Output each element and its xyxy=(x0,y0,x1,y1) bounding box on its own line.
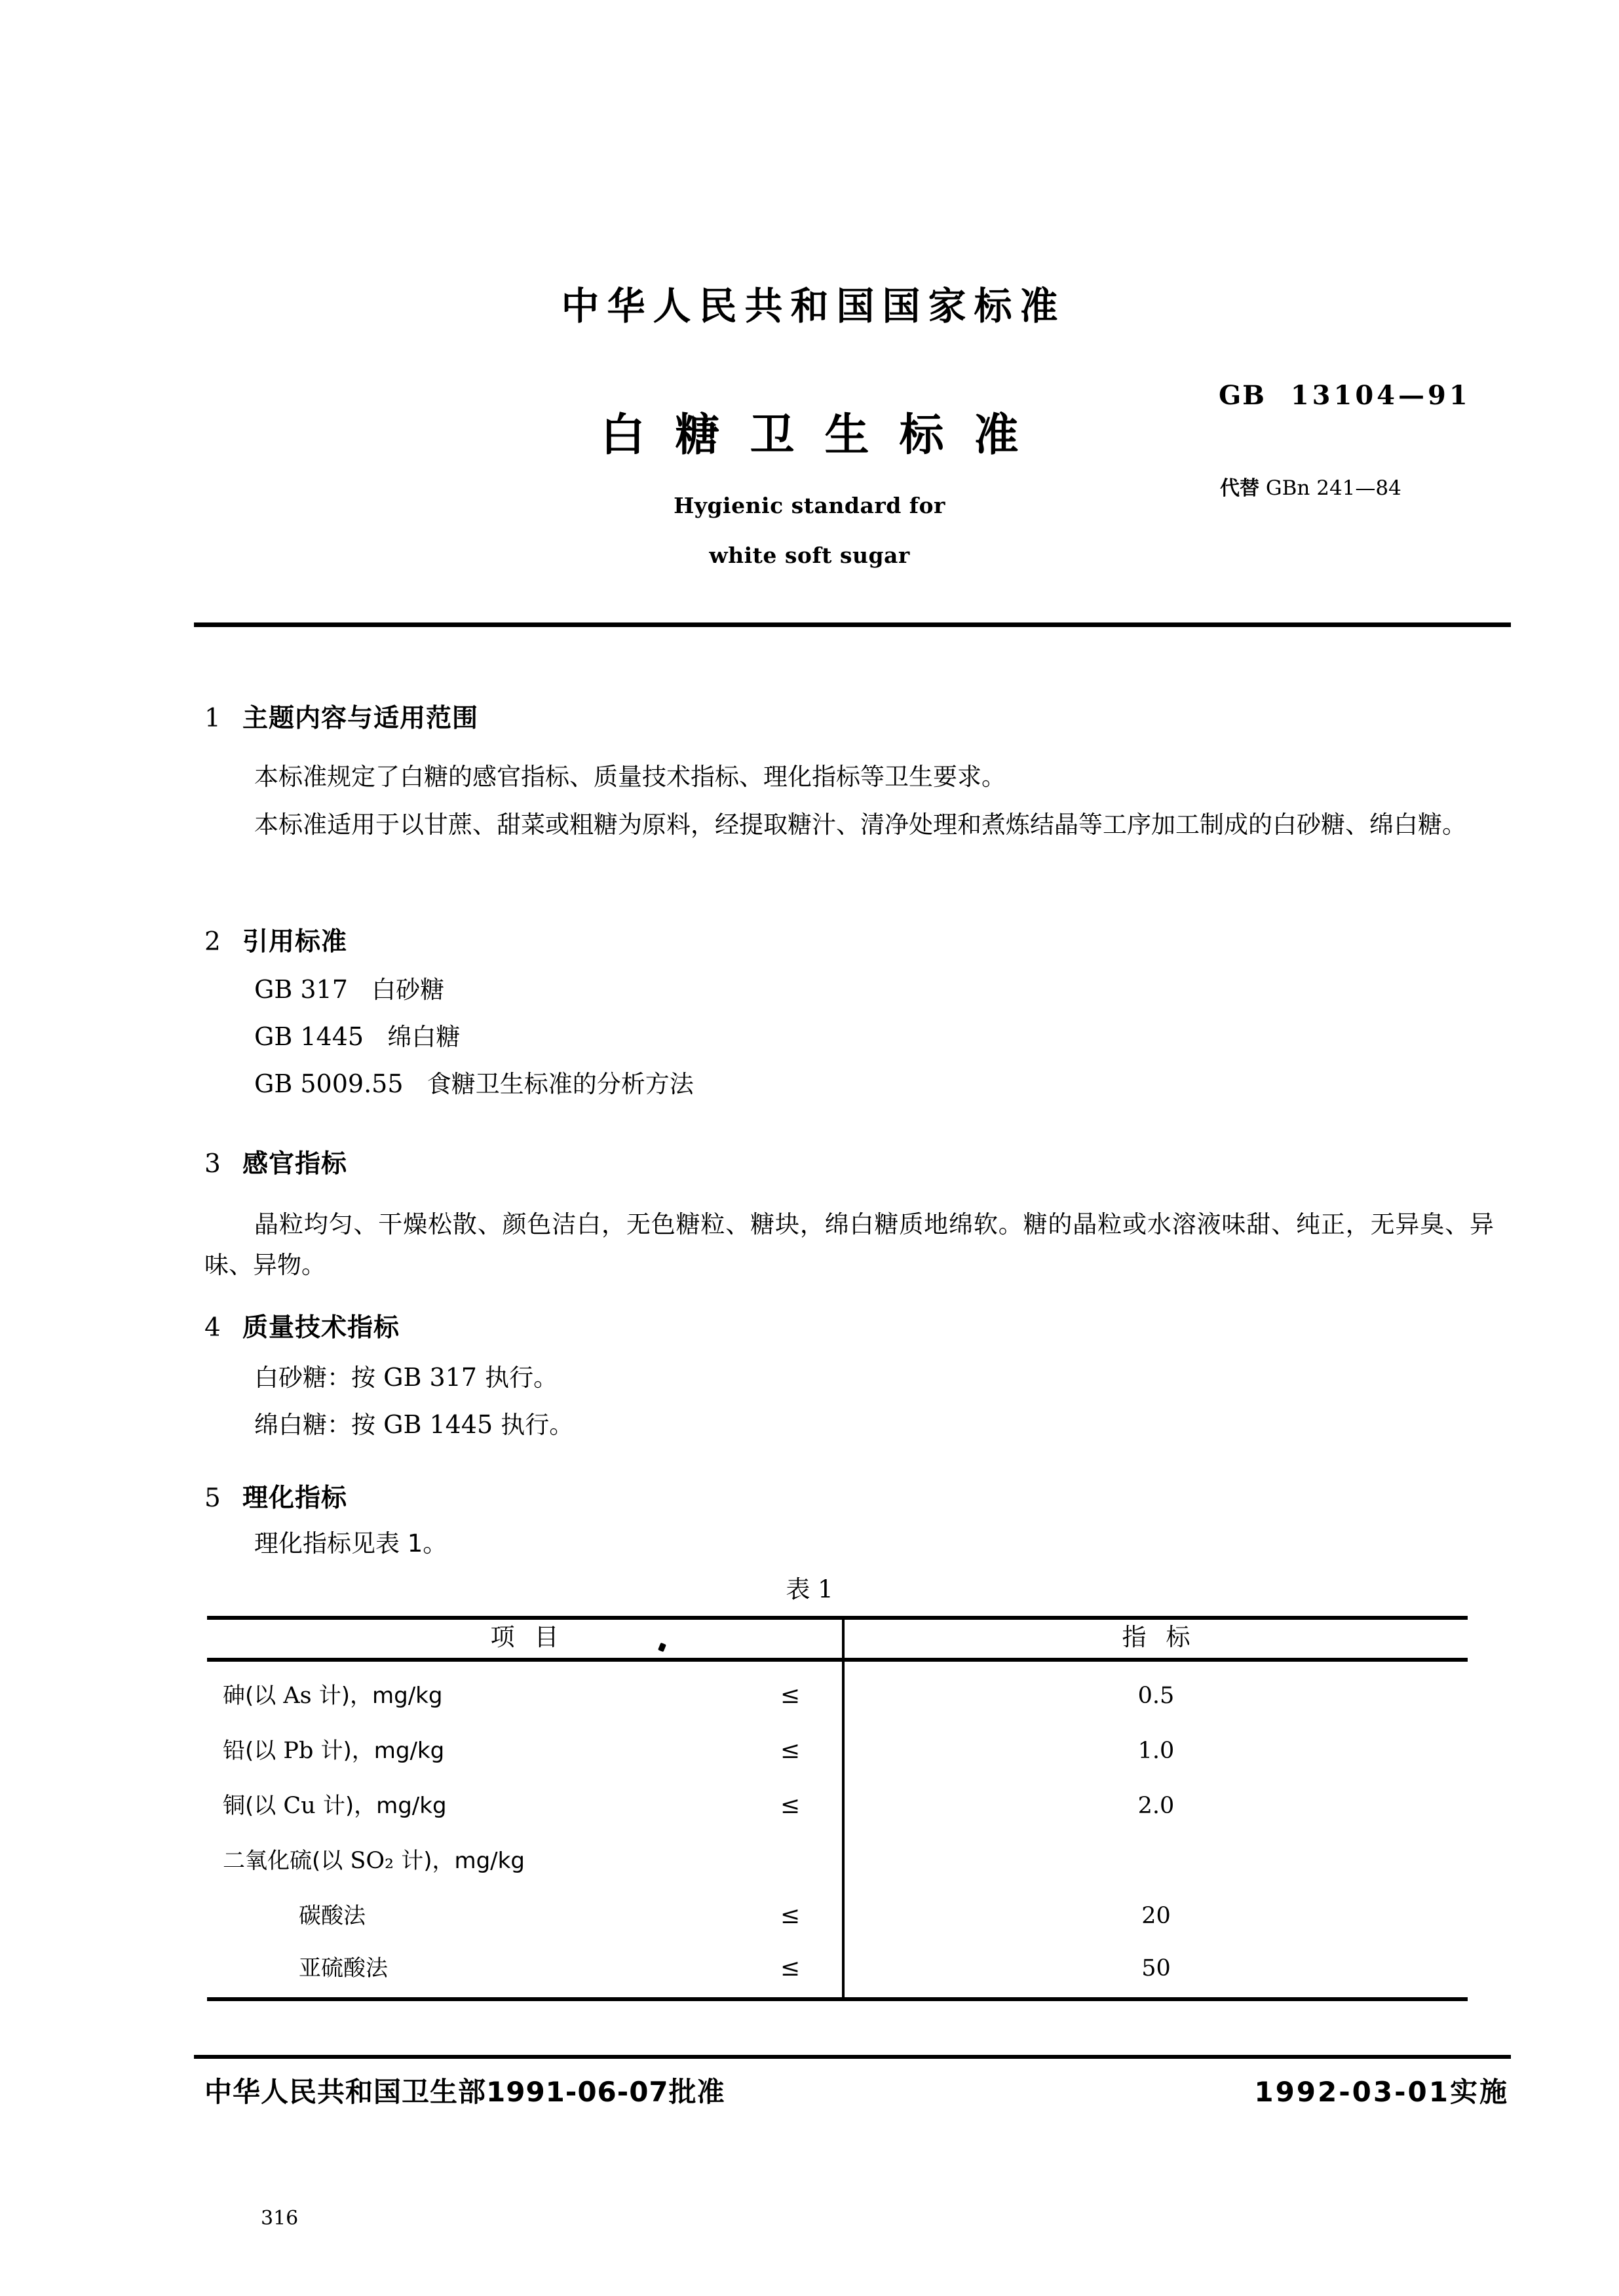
section-title-1: 主题内容与适用范围 xyxy=(242,704,479,733)
reference-item-2 xyxy=(254,1017,460,1052)
section-number-1: 1 xyxy=(204,704,221,733)
physicochemical-indicators-table xyxy=(207,1616,1468,2001)
table-rule-header xyxy=(207,1658,1468,1662)
table-row xyxy=(207,1943,1468,1993)
section-heading-3 xyxy=(204,1143,347,1180)
replaces-value: GBn 241—84 xyxy=(1265,476,1401,500)
replaces-note xyxy=(1220,472,1401,501)
table-cell-item-6 xyxy=(299,1943,388,1993)
footer-divider-rule xyxy=(194,2055,1511,2059)
section-title-3: 感官指标 xyxy=(242,1149,348,1179)
reference-code-1: GB 317 xyxy=(254,975,348,1004)
item-3-zh: 铜(以 xyxy=(223,1793,276,1819)
reference-item-1 xyxy=(254,970,444,1005)
reference-name-2: 绵白糖 xyxy=(387,1023,461,1051)
section-heading-4 xyxy=(204,1307,400,1344)
item-2-zh: 铅(以 xyxy=(223,1738,276,1764)
section-3-paragraph-1: 晶粒均匀、干燥松散、颜色洁白，无色糖粒、糖块，绵白糖质地绵软。糖的晶粒或水溶液味甜、纯正，无异臭、异味、异物。 xyxy=(204,1210,1494,1279)
item-5-zh: 碳酸法 xyxy=(299,1903,366,1929)
section-heading-5 xyxy=(204,1478,347,1514)
table-cell-value-2: 1.0 xyxy=(1137,1738,1175,1764)
table-cell-value-5: 20 xyxy=(1141,1903,1171,1929)
table-caption-label: 表 xyxy=(786,1575,810,1603)
quality-item-2-suffix: 执行。 xyxy=(501,1411,574,1439)
table-row xyxy=(207,1781,1468,1831)
table-row xyxy=(207,1671,1468,1721)
table-header-item: 项目 xyxy=(490,1623,579,1651)
table-cell-operator-5: ≤ xyxy=(780,1902,801,1929)
table-cell-value-3: 2.0 xyxy=(1137,1793,1175,1819)
section-number-2: 2 xyxy=(204,927,221,957)
english-title-line-1: Hygienic standard for xyxy=(674,493,945,518)
quality-item-2-prefix: 绵白糖：按 xyxy=(254,1411,375,1439)
item-6-zh: 亚硫酸法 xyxy=(299,1955,388,1981)
table-cell-operator-6: ≤ xyxy=(780,1955,801,1981)
section-title-5: 理化指标 xyxy=(242,1483,348,1513)
reference-code-3: GB 5009.55 xyxy=(254,1069,404,1098)
section-5-paragraph-1: 理化指标见表 1。 xyxy=(254,1529,448,1558)
item-4-symbol: SO₂ xyxy=(343,1848,402,1874)
section-number-4: 4 xyxy=(204,1313,221,1343)
quality-item-1-code: GB 317 xyxy=(383,1363,477,1392)
standard-number-value: 13104—91 xyxy=(1290,380,1471,411)
table-row xyxy=(207,1726,1468,1776)
item-1-zh2: 计)，mg/kg xyxy=(318,1683,443,1709)
table-header-index: 指标 xyxy=(1122,1623,1210,1651)
quality-item-1-prefix: 白砂糖：按 xyxy=(254,1364,375,1392)
table-row xyxy=(207,1891,1468,1941)
reference-name-3: 食糖卫生标准的分析方法 xyxy=(427,1070,694,1098)
quality-item-2 xyxy=(254,1405,573,1440)
standard-number-prefix: GB xyxy=(1219,380,1266,411)
reference-item-3 xyxy=(254,1064,694,1100)
page-title: 白糖卫生标准 xyxy=(600,410,1049,461)
english-title-line-2: white soft sugar xyxy=(709,543,910,568)
table-caption-number: 1 xyxy=(818,1575,833,1603)
replaces-label: 代替 xyxy=(1220,477,1259,500)
reference-name-1: 白砂糖 xyxy=(371,976,445,1004)
section-number-3: 3 xyxy=(204,1149,221,1179)
table-cell-operator-3: ≤ xyxy=(780,1792,801,1819)
quality-item-2-code: GB 1445 xyxy=(383,1410,493,1439)
table-cell-item-2 xyxy=(223,1726,444,1776)
section-number-5: 5 xyxy=(204,1483,221,1513)
table-cell-item-1 xyxy=(223,1671,442,1721)
table-rule-bottom xyxy=(207,1997,1468,2001)
quality-item-1 xyxy=(254,1358,558,1393)
national-standard-banner: 中华人民共和国国家标准 xyxy=(561,284,1066,328)
table-cell-operator-2: ≤ xyxy=(780,1737,801,1764)
table-caption xyxy=(0,1569,1619,1605)
page-number: 316 xyxy=(261,2207,299,2230)
section-heading-1 xyxy=(204,698,478,735)
item-4-zh: 二氧化硫(以 xyxy=(223,1848,343,1874)
reference-code-2: GB 1445 xyxy=(254,1022,364,1051)
section-1-paragraph-2: 本标准适用于以甘蔗、甜菜或粗糖为原料，经提取糖汁、清净处理和煮炼结晶等工序加工制成的白砂糖、绵白糖。 xyxy=(254,811,1466,839)
section-title-4: 质量技术指标 xyxy=(242,1313,400,1343)
item-3-symbol: Cu xyxy=(276,1793,323,1819)
table-cell-operator-1: ≤ xyxy=(780,1682,801,1709)
item-1-zh: 砷(以 xyxy=(223,1683,276,1709)
header-divider-rule xyxy=(194,622,1511,627)
item-2-symbol: Pb xyxy=(276,1738,321,1764)
section-title-2: 引用标准 xyxy=(242,927,348,957)
table-row xyxy=(207,1836,1468,1886)
table-cell-item-5 xyxy=(299,1891,366,1941)
table-cell-item-4 xyxy=(223,1836,525,1886)
effective-date-statement: 1992-03-01实施 xyxy=(1254,2076,1509,2108)
approval-statement: 中华人民共和国卫生部1991-06-07批准 xyxy=(204,2076,725,2108)
section-heading-2 xyxy=(204,921,347,958)
item-4-zh2: 计)，mg/kg xyxy=(401,1848,525,1874)
item-1-symbol: As xyxy=(276,1683,319,1709)
item-3-zh2: 计)，mg/kg xyxy=(322,1793,447,1819)
item-2-zh2: 计)，mg/kg xyxy=(320,1738,445,1764)
quality-item-1-suffix: 执行。 xyxy=(485,1364,558,1392)
table-cell-value-6: 50 xyxy=(1141,1955,1171,1981)
table-cell-item-3 xyxy=(223,1781,447,1831)
table-cell-value-1: 0.5 xyxy=(1137,1683,1175,1709)
section-1-paragraph-1: 本标准规定了白糖的感官指标、质量技术指标、理化指标等卫生要求。 xyxy=(254,763,1006,791)
standard-number xyxy=(1219,380,1471,411)
